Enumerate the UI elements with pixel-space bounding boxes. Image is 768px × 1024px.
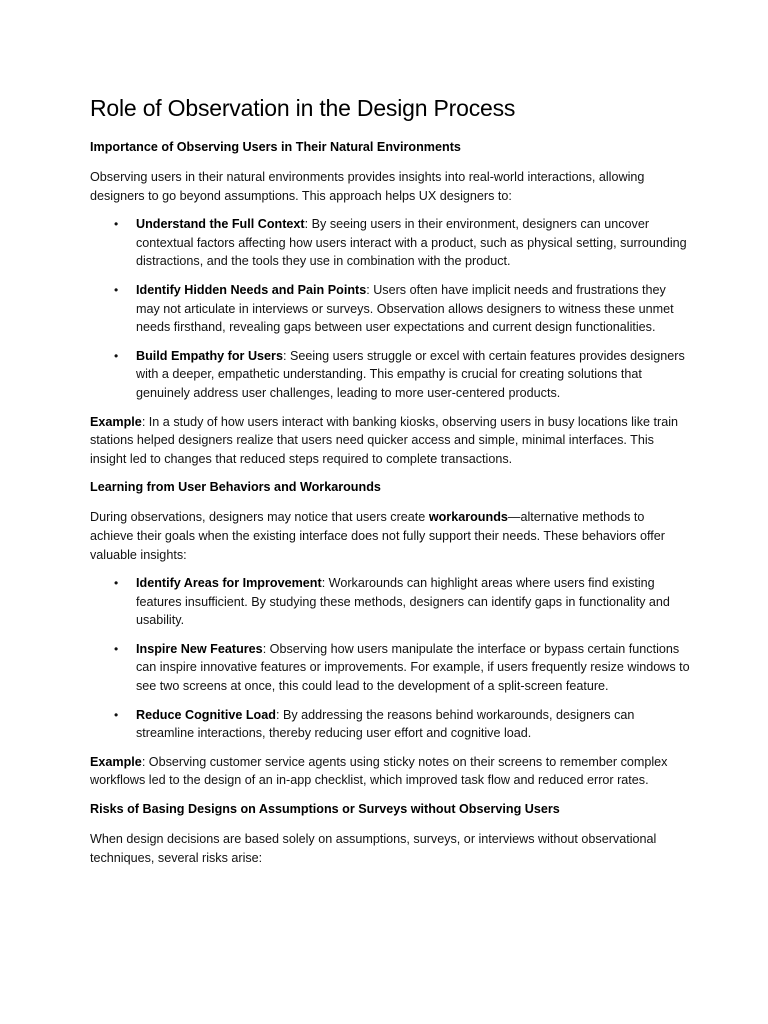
bullet-icon: • (114, 707, 119, 722)
bullet-list-workarounds (90, 574, 690, 743)
example-text: : In a study of how users interact with banking kiosks, observing users in busy locations like train stations helped designers realize that users need quicker access and simple, minimal interfaces. This insight led to changes that reduced steps required to complete transactions. (90, 414, 679, 466)
bullet-icon: • (114, 217, 119, 232)
bullet-text: : Users often have implicit needs and frustrations they may not articulate in interviews or surveys. Observation allows designers to witness these unmet needs firsthand, revealing gaps between user expectations and current design functionalities. (136, 282, 674, 335)
bullet-icon: • (114, 348, 119, 363)
document-page (90, 92, 690, 877)
bullet-term: Understand the Full Context (136, 217, 305, 232)
example-text: : Observing customer service agents using sticky notes on their screens to remember complex workflows led to the design of an in-app checklist, which improved task flow and reduced error rates. (90, 754, 668, 788)
bullet-term: Identify Hidden Needs and Pain Points (136, 282, 367, 297)
section-heading-risks: Risks of Basing Designs on Assumptions or Surveys without Observing Users (90, 802, 560, 817)
section-intro-risks: When design decisions are based solely on assumptions, surveys, or interviews without observational techniques, several risks arise: (90, 832, 657, 865)
section-heading-importance: Importance of Observing Users in Their Natural Environments (90, 140, 461, 154)
intro-bold-term: workarounds (428, 510, 508, 525)
bullet-text: : By seeing users in their environment, designers can uncover contextual factors affecting how users interact with a product, such as physical setting, surrounding distractions, and the tools they use in combination with the product. (136, 217, 687, 269)
bullet-term: Reduce Cognitive Load (136, 707, 276, 722)
intro-text-after: —alternative methods to achieve their goals when the existing interface does not fully support their needs. These behaviors offer valuable insights: (90, 510, 665, 562)
example-paragraph-importance (90, 413, 690, 469)
list-item (90, 574, 690, 630)
bullet-icon: • (114, 641, 119, 656)
example-label: Example (90, 414, 142, 429)
intro-text-before: During observations, designers may notice that users create (90, 510, 429, 525)
list-item (90, 281, 690, 337)
bullet-text: : Observing how users manipulate the interface or bypass certain functions can inspire innovative features or improvements. For example, if users frequently resize windows to see two screens at once, this could lead to the development of a split-screen feature. (136, 641, 690, 694)
document-title: Role of Observation in the Design Process (90, 95, 516, 121)
bullet-list-importance (90, 215, 690, 402)
bullet-term: Build Empathy for Users (136, 348, 283, 363)
bullet-icon: • (114, 576, 119, 591)
bullet-text: : Seeing users struggle or excel with certain features provides designers with a deeper, empathetic understanding. This empathy is crucial for creating solutions that genuinely address user challenges, leading to more user-centered products. (136, 348, 685, 400)
bullet-term: Inspire New Features (136, 641, 263, 656)
list-item (90, 640, 690, 696)
list-item (90, 706, 690, 743)
bullet-icon: • (114, 282, 119, 297)
list-item (90, 347, 690, 403)
example-label: Example (90, 754, 142, 769)
list-item (90, 215, 690, 271)
bullet-text: : Workarounds can highlight areas where users find existing features insufficient. By studying these methods, designers can identify gaps in functionality and usability. (136, 576, 670, 628)
bullet-term: Identify Areas for Improvement (136, 576, 322, 591)
section-heading-workarounds: Learning from User Behaviors and Workarounds (90, 480, 381, 495)
example-paragraph-workarounds (90, 753, 690, 790)
section-intro-workarounds (90, 508, 690, 564)
section-intro-importance: Observing users in their natural environments provides insights into real-world interactions, allowing designers to go beyond assumptions. This approach helps UX designers to: (90, 170, 645, 203)
bullet-text: : By addressing the reasons behind workarounds, designers can streamline interactions, thereby reducing user effort and cognitive load. (136, 707, 635, 741)
